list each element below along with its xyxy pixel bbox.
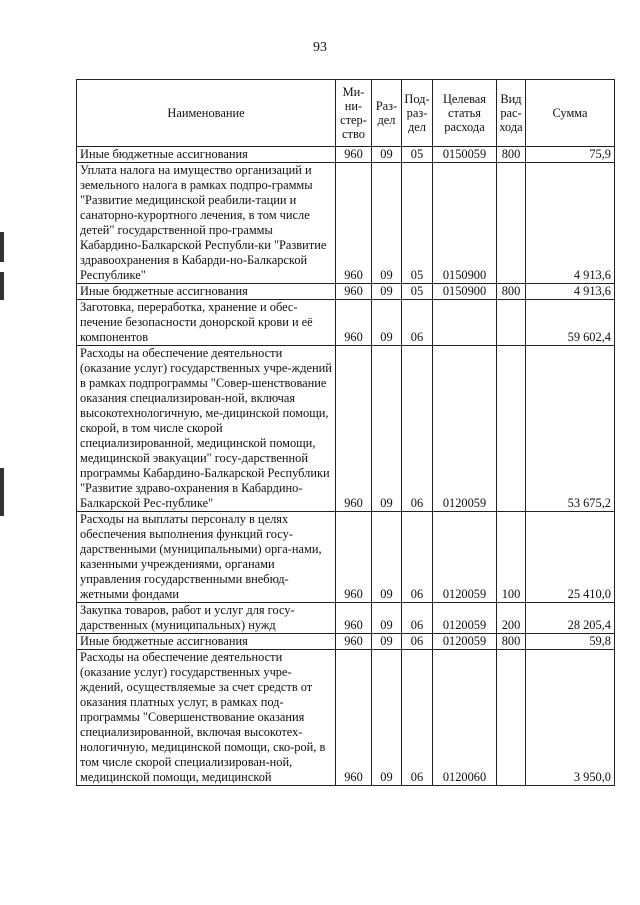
table-row	[77, 634, 615, 650]
row-target: 0120059	[433, 634, 497, 650]
row-section: 09	[372, 284, 402, 300]
row-section: 09	[372, 650, 402, 786]
margin-scan-mark	[0, 232, 4, 262]
row-ministry: 960	[336, 650, 372, 786]
table-row	[77, 300, 615, 346]
row-subsection: 05	[402, 147, 433, 163]
row-name: Иные бюджетные ассигнования	[77, 284, 336, 300]
margin-scan-mark	[0, 468, 4, 516]
row-type	[497, 300, 526, 346]
table-row	[77, 650, 615, 786]
row-subsection: 05	[402, 163, 433, 284]
row-subsection: 06	[402, 346, 433, 512]
row-name: Расходы на выплаты персоналу в целях обеспечения выполнения функций госу-дарственными (муниципальными) орга-нами, казенными учреждениями, органами управления государственными внебюд-жетными фондами	[77, 512, 336, 603]
header-subsection: Под- раз- дел	[402, 80, 433, 147]
row-target: 0120059	[433, 512, 497, 603]
row-subsection: 06	[402, 634, 433, 650]
row-section: 09	[372, 634, 402, 650]
row-type: 100	[497, 512, 526, 603]
row-ministry: 960	[336, 163, 372, 284]
row-section: 09	[372, 512, 402, 603]
row-subsection: 06	[402, 300, 433, 346]
row-subsection: 06	[402, 650, 433, 786]
row-section: 09	[372, 346, 402, 512]
header-target-article: Целевая статья расхода	[433, 80, 497, 147]
row-name: Расходы на обеспечение деятельности (оказание услуг) государственных учре-ждений, осуществляемые за счет средств от оказания платных услуг, в рамках под-программы "Совершенствование оказания специализированной, включая высокотех-нологичную, медицинской помощи, ско-рой, в том числе скорой специализирован-ной, медицинской помощи, медицинской	[77, 650, 336, 786]
row-ministry: 960	[336, 512, 372, 603]
row-target: 0120059	[433, 603, 497, 634]
row-sum: 53 675,2	[526, 346, 615, 512]
row-sum: 59,8	[526, 634, 615, 650]
row-target: 0120060	[433, 650, 497, 786]
row-subsection: 06	[402, 512, 433, 603]
row-target: 0150900	[433, 284, 497, 300]
row-section: 09	[372, 300, 402, 346]
row-name: Заготовка, переработка, хранение и обес-печение безопасности донорской крови и её компонентов	[77, 300, 336, 346]
row-sum: 25 410,0	[526, 512, 615, 603]
header-section: Раз- дел	[372, 80, 402, 147]
row-sum: 59 602,4	[526, 300, 615, 346]
header-sum: Сумма	[526, 80, 615, 147]
header-name: Наименование	[77, 80, 336, 147]
table-row	[77, 603, 615, 634]
table-header-row	[77, 80, 615, 147]
row-target: 0120059	[433, 346, 497, 512]
row-type: 800	[497, 634, 526, 650]
table-row	[77, 512, 615, 603]
row-name: Иные бюджетные ассигнования	[77, 147, 336, 163]
row-target: 0150900	[433, 163, 497, 284]
header-ministry: Ми- ни- стер- ство	[336, 80, 372, 147]
table-row	[77, 147, 615, 163]
row-type	[497, 163, 526, 284]
row-name: Расходы на обеспечение деятельности (оказание услуг) государственных учре-ждений в рамках подпрограммы "Совер-шенствование оказания специализирован-ной, включая высокотехнологичную, ме-дицинской помощи, скорой, в том числе скорой специализированной, медицинской помощи, медицинской эвакуации" госу-дарственной программы Кабардино-Балкарской Республики "Развитие здраво-охранения в Кабардино-Балкарской Рес-публике"	[77, 346, 336, 512]
row-ministry: 960	[336, 147, 372, 163]
row-ministry: 960	[336, 300, 372, 346]
table-row	[77, 163, 615, 284]
row-ministry: 960	[336, 603, 372, 634]
header-expense-type: Вид рас- хода	[497, 80, 526, 147]
margin-scan-mark	[0, 272, 4, 300]
table-row	[77, 284, 615, 300]
row-ministry: 960	[336, 284, 372, 300]
row-section: 09	[372, 147, 402, 163]
row-ministry: 960	[336, 346, 372, 512]
row-type: 800	[497, 284, 526, 300]
row-name: Иные бюджетные ассигнования	[77, 634, 336, 650]
budget-table	[76, 79, 615, 786]
row-type: 800	[497, 147, 526, 163]
row-target: 0150059	[433, 147, 497, 163]
row-ministry: 960	[336, 634, 372, 650]
row-sum: 3 950,0	[526, 650, 615, 786]
row-name: Уплата налога на имущество организаций и земельного налога в рамках подпро-граммы "Развитие медицинской реабили-тации и санаторно-курортного лечения, в том числе детей" государственной про-граммы Кабардино-Балкарской Республи-ки "Развитие здравоохранения в Кабарди-но-Балкарской Республике"	[77, 163, 336, 284]
row-subsection: 05	[402, 284, 433, 300]
row-subsection: 06	[402, 603, 433, 634]
row-sum: 4 913,6	[526, 284, 615, 300]
row-name: Закупка товаров, работ и услуг для госу-дарственных (муниципальных) нужд	[77, 603, 336, 634]
row-sum: 4 913,6	[526, 163, 615, 284]
row-section: 09	[372, 163, 402, 284]
table-row	[77, 346, 615, 512]
row-sum: 28 205,4	[526, 603, 615, 634]
row-type	[497, 346, 526, 512]
page-number: 93	[313, 40, 327, 55]
row-target	[433, 300, 497, 346]
row-sum: 75,9	[526, 147, 615, 163]
row-section: 09	[372, 603, 402, 634]
row-type	[497, 650, 526, 786]
row-type: 200	[497, 603, 526, 634]
